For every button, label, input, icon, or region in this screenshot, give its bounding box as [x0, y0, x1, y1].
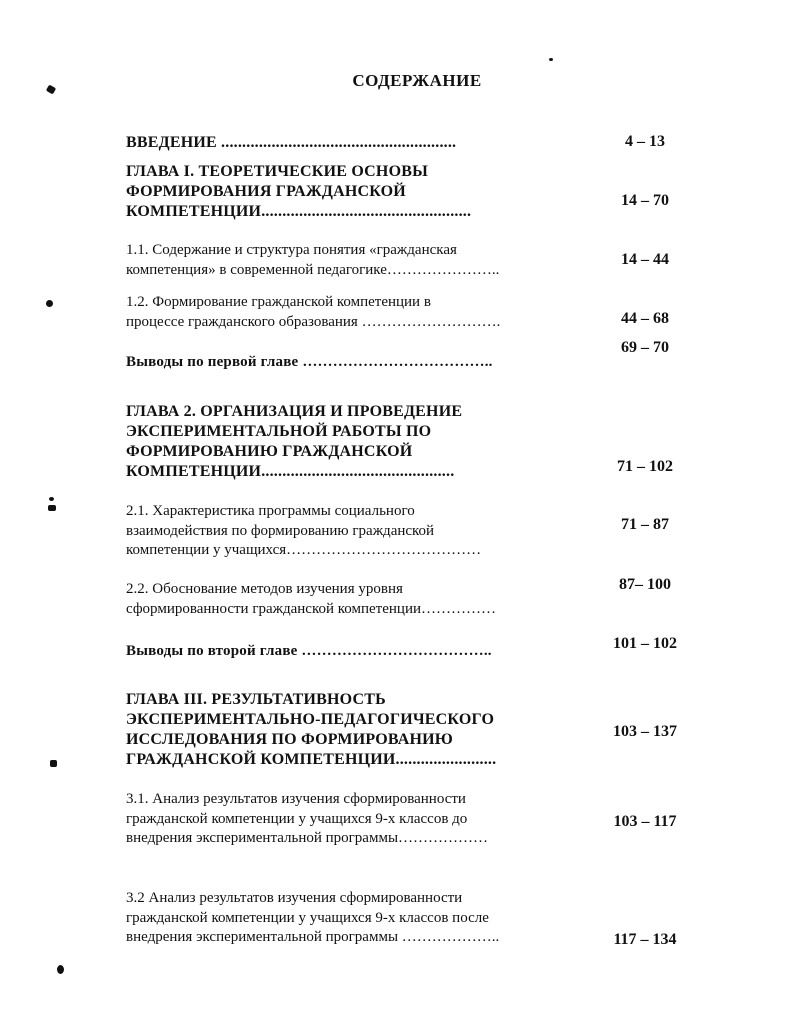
toc-page-range: 103 – 137 — [613, 723, 677, 740]
toc-page-range: 69 – 70 — [621, 339, 669, 356]
toc-page-range: 101 – 102 — [613, 635, 677, 652]
toc-entry-line: ЭКСПЕРИМЕНТАЛЬНОЙ РАБОТЫ ПО — [126, 423, 432, 440]
toc-page-range: 14 – 44 — [621, 251, 669, 268]
page-title: СОДЕРЖАНИЕ — [352, 71, 482, 90]
toc-entry-line: компетенции у учащихся………………………………… — [126, 542, 482, 558]
toc-entry-chapter-1 — [126, 162, 570, 222]
toc-entry-line: внедрения экспериментальной программы ……………….. — [126, 929, 500, 945]
toc-entry-line: ЭКСПЕРИМЕНТАЛЬНО-ПЕДАГОГИЧЕСКОГО — [126, 711, 495, 728]
toc-entry-line: ГРАЖДАНСКОЙ КОМПЕТЕНЦИИ........................ — [126, 751, 497, 768]
toc-page-range: 44 – 68 — [621, 310, 669, 327]
toc-entry-section-1-2 — [126, 293, 570, 332]
toc-entry-conclusions-2 — [126, 641, 570, 661]
scan-speck — [49, 497, 54, 501]
toc-entry-line: 3.2 Анализ результатов изучения сформированности — [126, 890, 463, 906]
toc-page-range: 103 – 117 — [613, 813, 677, 830]
scan-speck — [57, 965, 64, 974]
toc-entry-introduction — [126, 133, 570, 153]
toc-entry-line: Выводы по второй главе ……………………………….. — [126, 643, 492, 659]
toc-entry-line: ИССЛЕДОВАНИЯ ПО ФОРМИРОВАНИЮ — [126, 731, 454, 748]
toc-entry-line: ФОРМИРОВАНИЯ ГРАЖДАНСКОЙ — [126, 183, 406, 200]
toc-entry-line: 1.1. Содержание и структура понятия «гражданская — [126, 242, 457, 258]
toc-entry-chapter-3 — [126, 690, 570, 770]
toc-entry-conclusions-1 — [126, 352, 570, 372]
toc-page-range: 14 – 70 — [621, 192, 669, 209]
toc-page-range: 71 – 102 — [617, 458, 673, 475]
toc-entry-line: гражданской компетенции у учащихся 9-х классов до — [126, 810, 468, 827]
toc-entry-line: КОМПЕТЕНЦИИ.................................................. — [126, 203, 472, 220]
toc-entry-line: ГЛАВА I. ТЕОРЕТИЧЕСКИЕ ОСНОВЫ — [126, 163, 428, 180]
toc-entry-section-1-1 — [126, 241, 570, 280]
scan-speck — [549, 58, 553, 61]
toc-entry-line: 2.1. Характеристика программы социального — [126, 503, 415, 519]
toc-page-range: 4 – 13 — [625, 133, 665, 150]
toc-page-range: 87– 100 — [619, 576, 671, 593]
scan-speck — [46, 300, 53, 307]
toc-entry-line: 3.1. Анализ результатов изучения сформированности — [126, 791, 466, 807]
toc-entry-line: Выводы по первой главе ……………………………….. — [126, 354, 493, 370]
toc-entry-line: процессе гражданского образования ………………………. — [126, 313, 501, 330]
toc-entry-line: ГЛАВА III. РЕЗУЛЬТАТИВНОСТЬ — [126, 691, 386, 708]
toc-entry-section-2-1 — [126, 502, 570, 561]
toc-entry-line: гражданской компетенции у учащихся 9-х классов после — [126, 909, 489, 926]
toc-entry-line: компетенция» в современной педагогике………………….. — [126, 261, 500, 278]
toc-entry-line: внедрения экспериментальной программы……………… — [126, 830, 489, 846]
toc-entry-line: ГЛАВА 2. ОРГАНИЗАЦИЯ И ПРОВЕДЕНИЕ — [126, 403, 463, 420]
toc-entry-line: взаимодействия по формированию гражданской — [126, 522, 435, 539]
toc-entry-section-2-2 — [126, 580, 570, 619]
toc-entry-line: ВВЕДЕНИЕ ........................................................ — [126, 134, 457, 151]
scan-speck — [48, 505, 56, 511]
toc-page-range: 117 – 134 — [613, 931, 677, 948]
toc-entry-section-3-2 — [126, 889, 570, 948]
toc-entry-line: ФОРМИРОВАНИЮ ГРАЖДАНСКОЙ — [126, 443, 413, 460]
scan-speck — [50, 760, 57, 767]
toc-entry-chapter-2 — [126, 402, 570, 482]
toc-entry-line: 1.2. Формирование гражданской компетенции в — [126, 294, 431, 310]
toc-entry-line: КОМПЕТЕНЦИИ.............................................. — [126, 463, 455, 480]
toc-entry-line: сформированности гражданской компетенции…………… — [126, 600, 497, 617]
toc-entry-line: 2.2. Обоснование методов изучения уровня — [126, 581, 403, 597]
toc-page-range: 71 – 87 — [621, 516, 669, 533]
toc-entry-section-3-1 — [126, 790, 570, 849]
